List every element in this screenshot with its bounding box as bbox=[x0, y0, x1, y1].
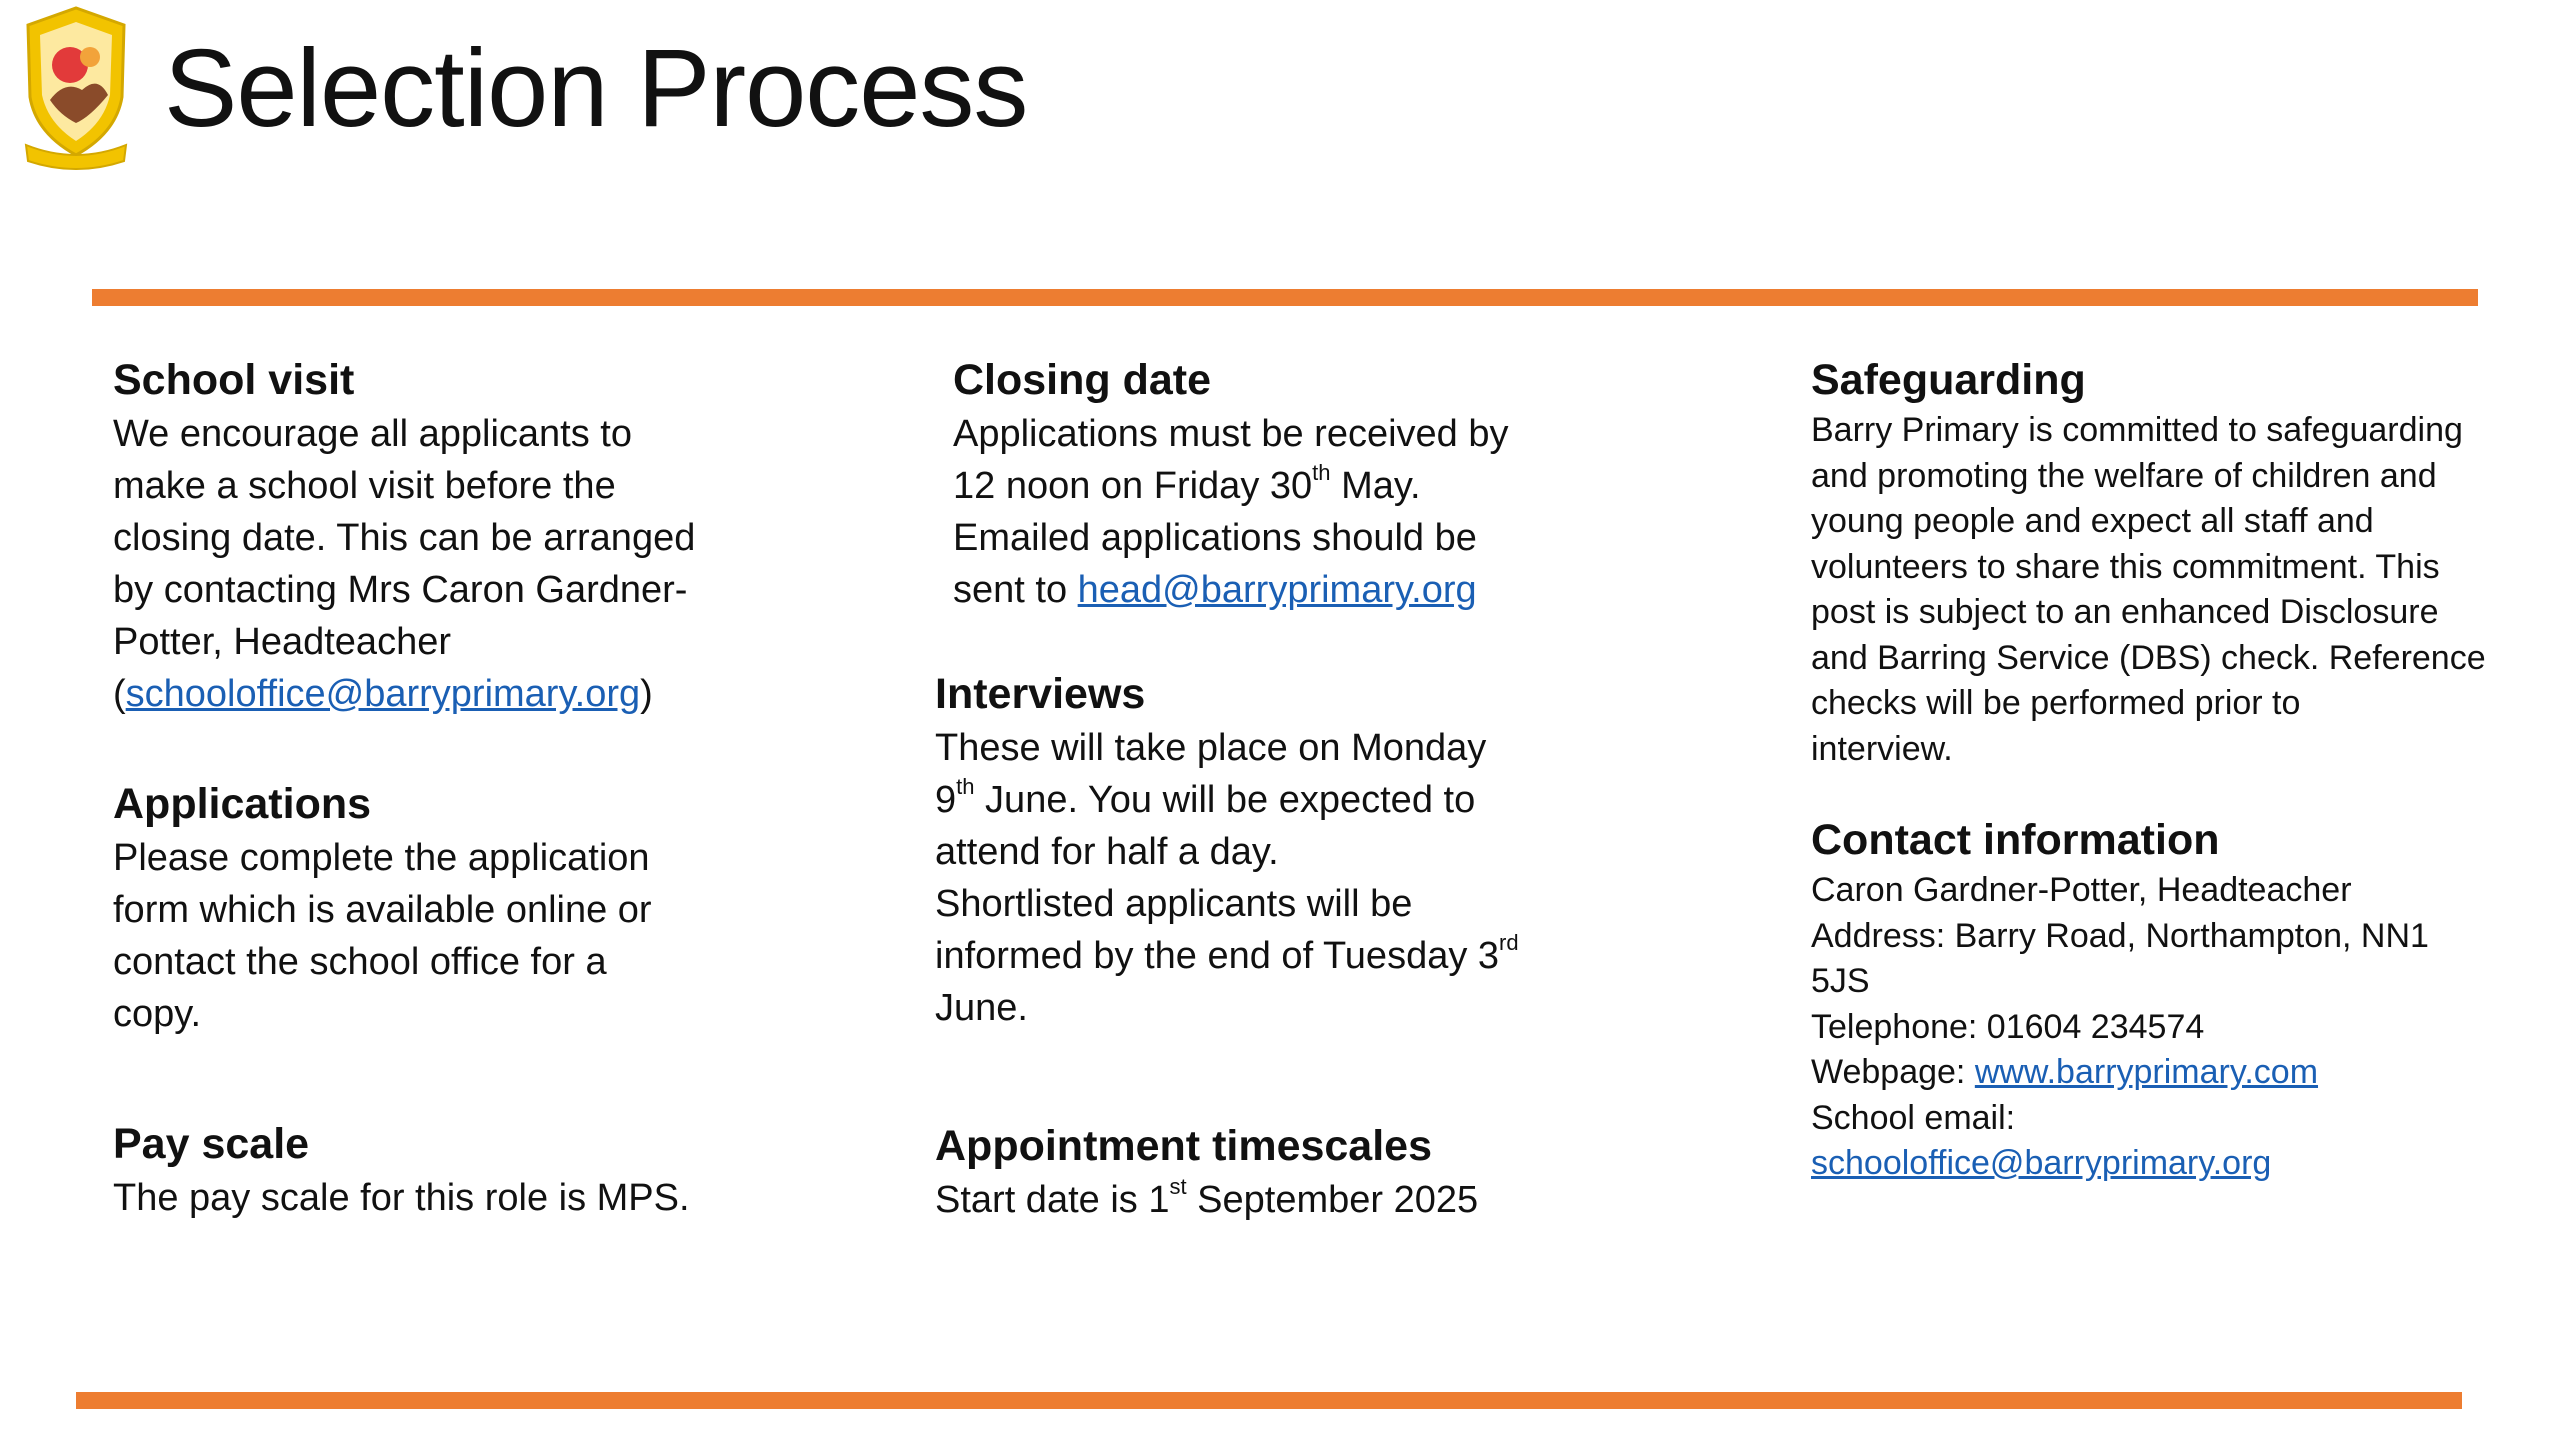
closing-date-text: May. bbox=[1330, 465, 1421, 507]
page-title: Selection Process bbox=[164, 27, 1028, 150]
safeguarding-line: and promoting the welfare of children and bbox=[1811, 456, 2437, 495]
school-visit-line: make a school visit before the bbox=[113, 465, 616, 507]
school-visit-line: We encourage all applicants to bbox=[113, 413, 632, 455]
pay-scale-line: The pay scale for this role is MPS. bbox=[113, 1177, 690, 1219]
school-visit-line: closing date. This can be arranged bbox=[113, 517, 696, 559]
applications-section bbox=[113, 776, 652, 1040]
interviews-line: Shortlisted applicants will be bbox=[935, 883, 1413, 925]
contact-line: Telephone: 01604 234574 bbox=[1811, 1007, 2205, 1046]
ordinal-suffix: rd bbox=[1499, 930, 1519, 956]
contact-line bbox=[1811, 1050, 2429, 1096]
appointment-heading: Appointment timescales bbox=[935, 1122, 1432, 1170]
interviews-text: informed by the end of Tuesday 3 bbox=[935, 935, 1500, 977]
closing-date-line: Applications must be received by bbox=[953, 413, 1509, 455]
interviews-line: June. bbox=[935, 987, 1028, 1029]
school-visit-section bbox=[113, 352, 695, 720]
safeguarding-line: interview. bbox=[1811, 729, 1953, 768]
contact-line: School email: bbox=[1811, 1098, 2016, 1137]
contact-line bbox=[1811, 1141, 2429, 1187]
closing-date-text: sent to bbox=[953, 569, 1078, 611]
school-visit-line: Potter, Headteacher bbox=[113, 621, 451, 663]
closing-date-text: 12 noon on Friday 30 bbox=[953, 465, 1313, 507]
interviews-section bbox=[935, 666, 1519, 1034]
bottom-divider bbox=[76, 1392, 2462, 1409]
applications-line: contact the school office for a bbox=[113, 941, 607, 983]
safeguarding-section bbox=[1811, 352, 2486, 772]
contact-line: Caron Gardner-Potter, Headteacher bbox=[1811, 871, 2352, 909]
interviews-line: These will take place on Monday bbox=[935, 727, 1487, 769]
safeguarding-line: volunteers to share this commitment. This bbox=[1811, 547, 2440, 586]
ordinal-suffix: st bbox=[1169, 1174, 1187, 1200]
school-visit-email-line bbox=[113, 668, 695, 720]
interviews-heading: Interviews bbox=[935, 670, 1146, 718]
closing-date-line bbox=[953, 460, 1509, 512]
ordinal-suffix: th bbox=[1312, 460, 1331, 486]
appointment-section bbox=[935, 1118, 1478, 1226]
contact-line: Address: Barry Road, Northampton, NN1 bbox=[1811, 916, 2429, 955]
pay-scale-heading: Pay scale bbox=[113, 1120, 310, 1168]
interviews-line bbox=[935, 930, 1519, 982]
head-email-link[interactable]: head@barryprimary.org bbox=[1077, 569, 1477, 611]
interviews-text: June. You will be expected to bbox=[974, 779, 1476, 821]
applications-heading: Applications bbox=[113, 780, 372, 828]
paren-open: ( bbox=[113, 673, 126, 715]
contact-section bbox=[1811, 812, 2429, 1187]
appointment-line bbox=[935, 1174, 1478, 1226]
safeguarding-line: and Barring Service (DBS) check. Reference bbox=[1811, 638, 2486, 677]
interviews-line: attend for half a day. bbox=[935, 831, 1279, 873]
closing-date-line bbox=[953, 564, 1509, 616]
safeguarding-line: checks will be performed prior to bbox=[1811, 684, 2301, 722]
interviews-text: 9 bbox=[935, 779, 957, 821]
school-visit-line: by contacting Mrs Caron Gardner- bbox=[113, 569, 688, 611]
interviews-line bbox=[935, 774, 1519, 826]
ordinal-suffix: th bbox=[956, 774, 975, 800]
paren-close: ) bbox=[640, 673, 653, 715]
top-divider bbox=[92, 289, 2478, 306]
appointment-text: Start date is 1 bbox=[935, 1179, 1170, 1221]
school-email-link[interactable]: schooloffice@barryprimary.org bbox=[1811, 1144, 2272, 1182]
safeguarding-line: young people and expect all staff and bbox=[1811, 502, 2374, 540]
webpage-label: Webpage: bbox=[1811, 1053, 1975, 1091]
applications-line: form which is available online or bbox=[113, 889, 652, 931]
school-visit-heading: School visit bbox=[113, 356, 355, 404]
pay-scale-section bbox=[113, 1116, 690, 1224]
school-logo bbox=[20, 5, 132, 170]
contact-line: 5JS bbox=[1811, 962, 1870, 1000]
school-office-email-link[interactable]: schooloffice@barryprimary.org bbox=[125, 673, 641, 715]
closing-date-line: Emailed applications should be bbox=[953, 517, 1477, 559]
closing-date-section bbox=[953, 352, 1509, 616]
appointment-text: September 2025 bbox=[1186, 1179, 1479, 1221]
safeguarding-line: Barry Primary is committed to safeguarding bbox=[1811, 411, 2463, 449]
safeguarding-line: post is subject to an enhanced Disclosure bbox=[1811, 593, 2439, 631]
contact-heading: Contact information bbox=[1811, 816, 2220, 864]
safeguarding-heading: Safeguarding bbox=[1811, 356, 2086, 404]
closing-date-heading: Closing date bbox=[953, 356, 1212, 404]
applications-line: Please complete the application bbox=[113, 837, 650, 879]
applications-line: copy. bbox=[113, 993, 202, 1035]
webpage-link[interactable]: www.barryprimary.com bbox=[1974, 1053, 2319, 1091]
